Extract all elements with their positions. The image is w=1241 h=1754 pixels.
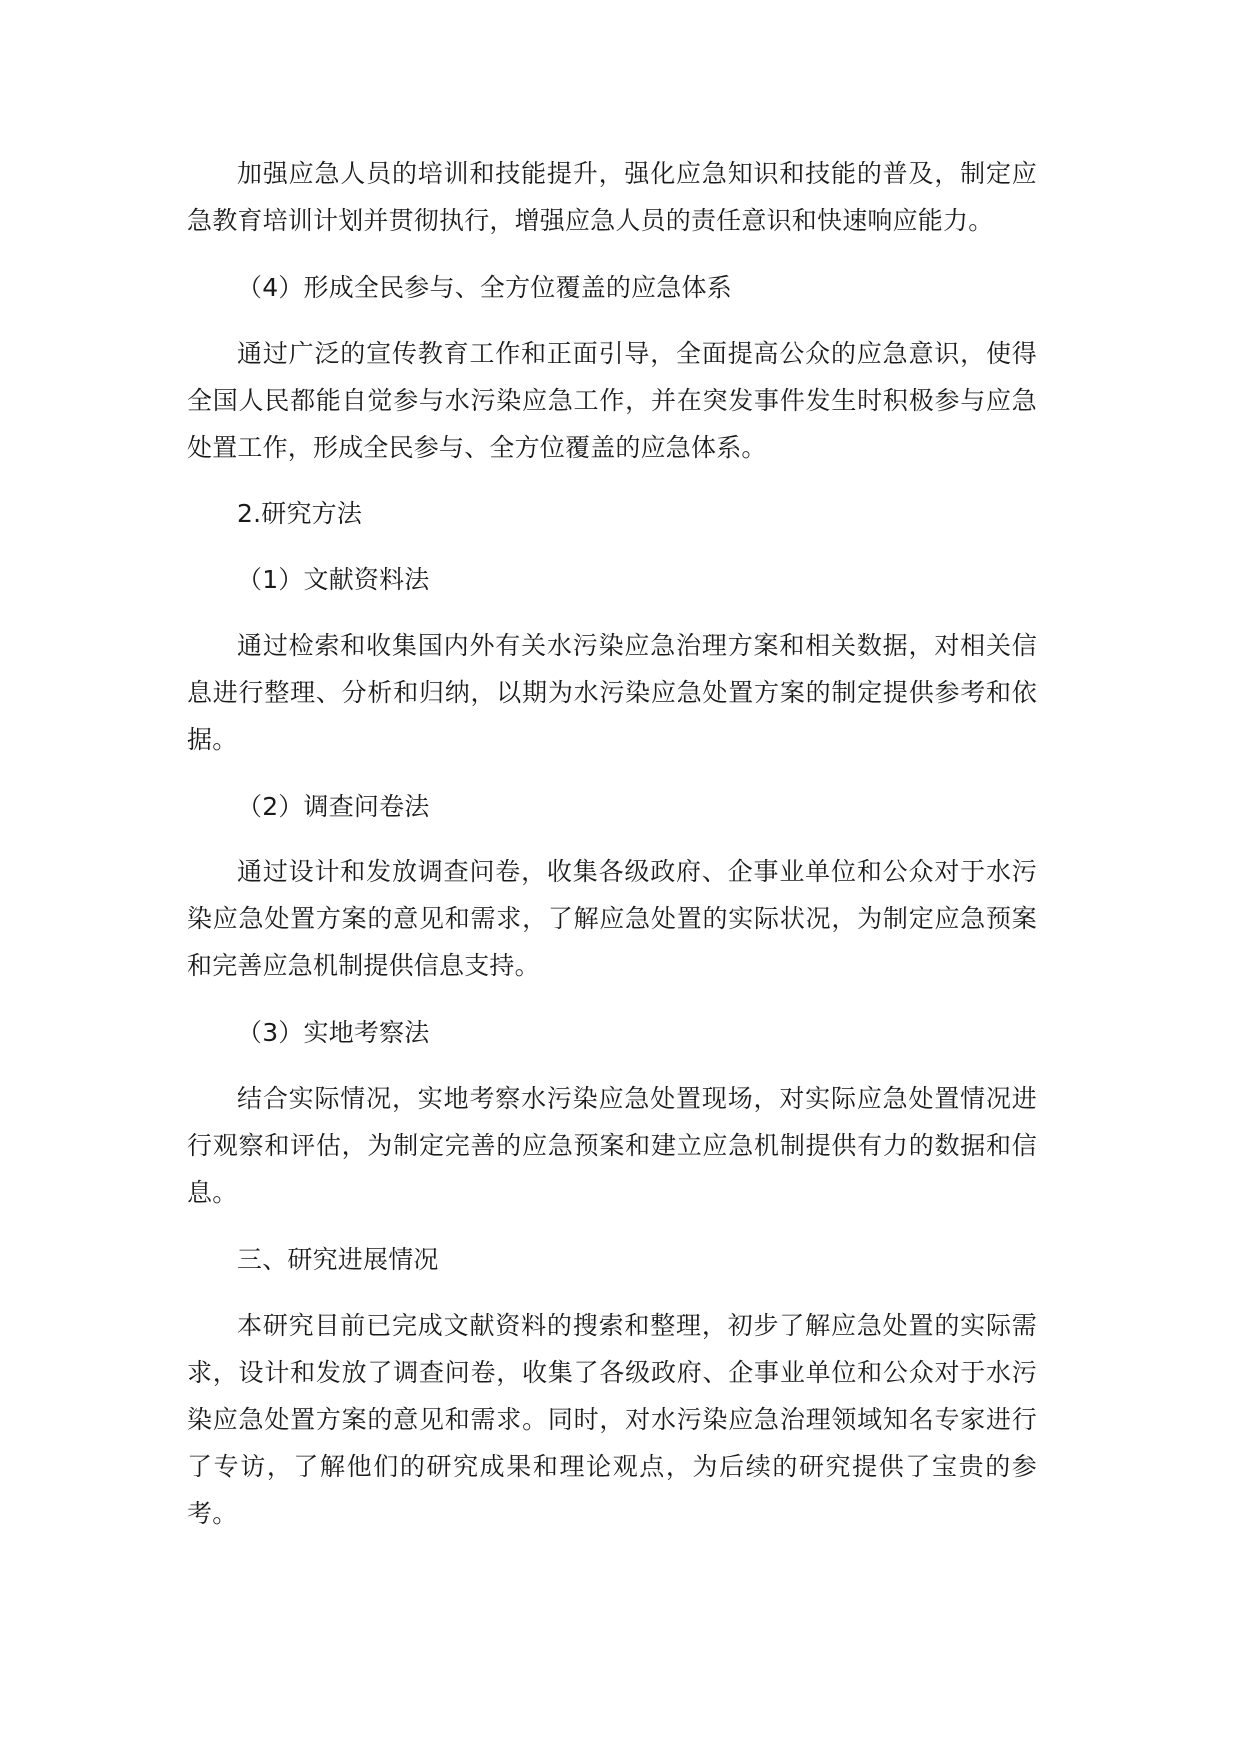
paragraph-field-investigation: 结合实际情况，实地考察水污染应急处置现场，对实际应急处置情况进行观察和评估，为制定完善的应急预案和建立应急机制提供有力的数据和信息。 bbox=[187, 1084, 1037, 1207]
heading-literature-method: （1）文献资料法 bbox=[237, 565, 430, 594]
paragraph-research-progress: 本研究目前已完成文献资料的搜索和整理，初步了解应急处置的实际需求，设计和发放了调查问卷，收集了各级政府、企事业单位和公众对于水污染应急处置方案的意见和需求。同时，对水污染应急治理领域知名专家进行了专访，了解他们的研究成果和理论观点，为后续的研究提供了宝贵的参考。 bbox=[187, 1311, 1037, 1528]
paragraph-training: 加强应急人员的培训和技能提升，强化应急知识和技能的普及，制定应急教育培训计划并贯彻执行，增强应急人员的责任意识和快速响应能力。 bbox=[187, 159, 1037, 235]
heading-field-investigation: （3）实地考察法 bbox=[237, 1018, 430, 1047]
heading-questionnaire-method: （2）调查问卷法 bbox=[237, 792, 430, 821]
document-body bbox=[187, 150, 1037, 1537]
heading-research-methods: 2.研究方法 bbox=[237, 499, 363, 528]
paragraph-public-awareness: 通过广泛的宣传教育工作和正面引导，全面提高公众的应急意识，使得全国人民都能自觉参与水污染应急工作，并在突发事件发生时积极参与应急处置工作，形成全民参与、全方位覆盖的应急体系。 bbox=[187, 339, 1037, 462]
heading-national-participation: （4）形成全民参与、全方位覆盖的应急体系 bbox=[237, 273, 732, 302]
paragraph-literature-method: 通过检索和收集国内外有关水污染应急治理方案和相关数据，对相关信息进行整理、分析和归纳，以期为水污染应急处置方案的制定提供参考和依据。 bbox=[187, 631, 1037, 754]
heading-research-progress: 三、研究进展情况 bbox=[237, 1245, 439, 1274]
paragraph-questionnaire-method: 通过设计和发放调查问卷，收集各级政府、企事业单位和公众对于水污染应急处置方案的意见和需求，了解应急处置的实际状况，为制定应急预案和完善应急机制提供信息支持。 bbox=[187, 857, 1037, 980]
